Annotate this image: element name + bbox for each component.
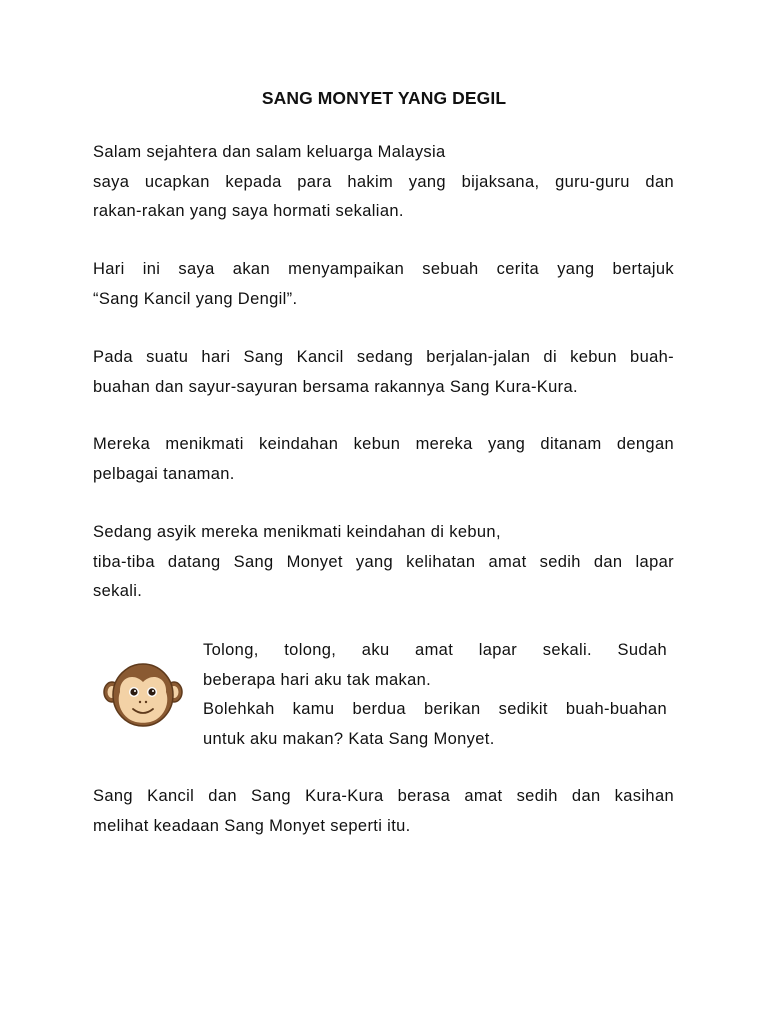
text-line: Hari ini saya akan menyampaikan sebuah cerita yang bertajuk bbox=[93, 260, 674, 278]
text-line: Pada suatu hari Sang Kancil sedang berjalan-jalan di kebun buah- bbox=[93, 348, 674, 366]
paragraph-monkey-arrives bbox=[93, 518, 674, 607]
text-line: untuk aku makan? Kata Sang Monyet. bbox=[203, 729, 495, 748]
text-line: Sang Kancil dan Sang Kura-Kura berasa amat sedih dan kasihan bbox=[93, 787, 674, 805]
text-line: sekali. bbox=[93, 582, 143, 600]
text-line: rakan-rakan yang saya hormati sekalian. bbox=[93, 202, 404, 220]
paragraph-introduction bbox=[93, 255, 674, 314]
text-line: melihat keadaan Sang Monyet seperti itu. bbox=[93, 816, 411, 835]
text-line: tiba-tiba datang Sang Monyet yang kelihatan amat sedih dan lapar bbox=[93, 552, 674, 571]
text-line: Bolehkah kamu berdua berikan sedikit buah-buahan bbox=[203, 700, 667, 718]
monkey-face-icon bbox=[103, 662, 183, 730]
page-title: SANG MONYET YANG DEGIL bbox=[261, 88, 507, 108]
paragraph-garden bbox=[93, 430, 674, 489]
text-line: Sedang asyik mereka menikmati keindahan di kebun, bbox=[93, 523, 501, 541]
paragraph-sympathy bbox=[93, 782, 674, 841]
text-line: pelbagai tanaman. bbox=[93, 464, 235, 483]
paragraph-greeting bbox=[93, 138, 674, 227]
text-line: Tolong, tolong, aku amat lapar sekali. Sudah bbox=[203, 641, 667, 659]
text-line: buahan dan sayur-sayuran bersama rakannya Sang Kura-Kura. bbox=[93, 377, 578, 396]
text-line: Mereka menikmati keindahan kebun mereka yang ditanam dengan bbox=[93, 435, 674, 453]
text-line: Salam sejahtera dan salam keluarga Malaysia bbox=[93, 143, 446, 161]
text-line: “Sang Kancil yang Dengil”. bbox=[93, 289, 298, 308]
text-line: beberapa hari aku tak makan. bbox=[203, 670, 432, 689]
paragraph-story-start bbox=[93, 343, 674, 402]
text-line: saya ucapkan kepada para hakim yang bijaksana, guru-guru dan bbox=[93, 172, 674, 191]
monkey-speech bbox=[203, 636, 667, 754]
